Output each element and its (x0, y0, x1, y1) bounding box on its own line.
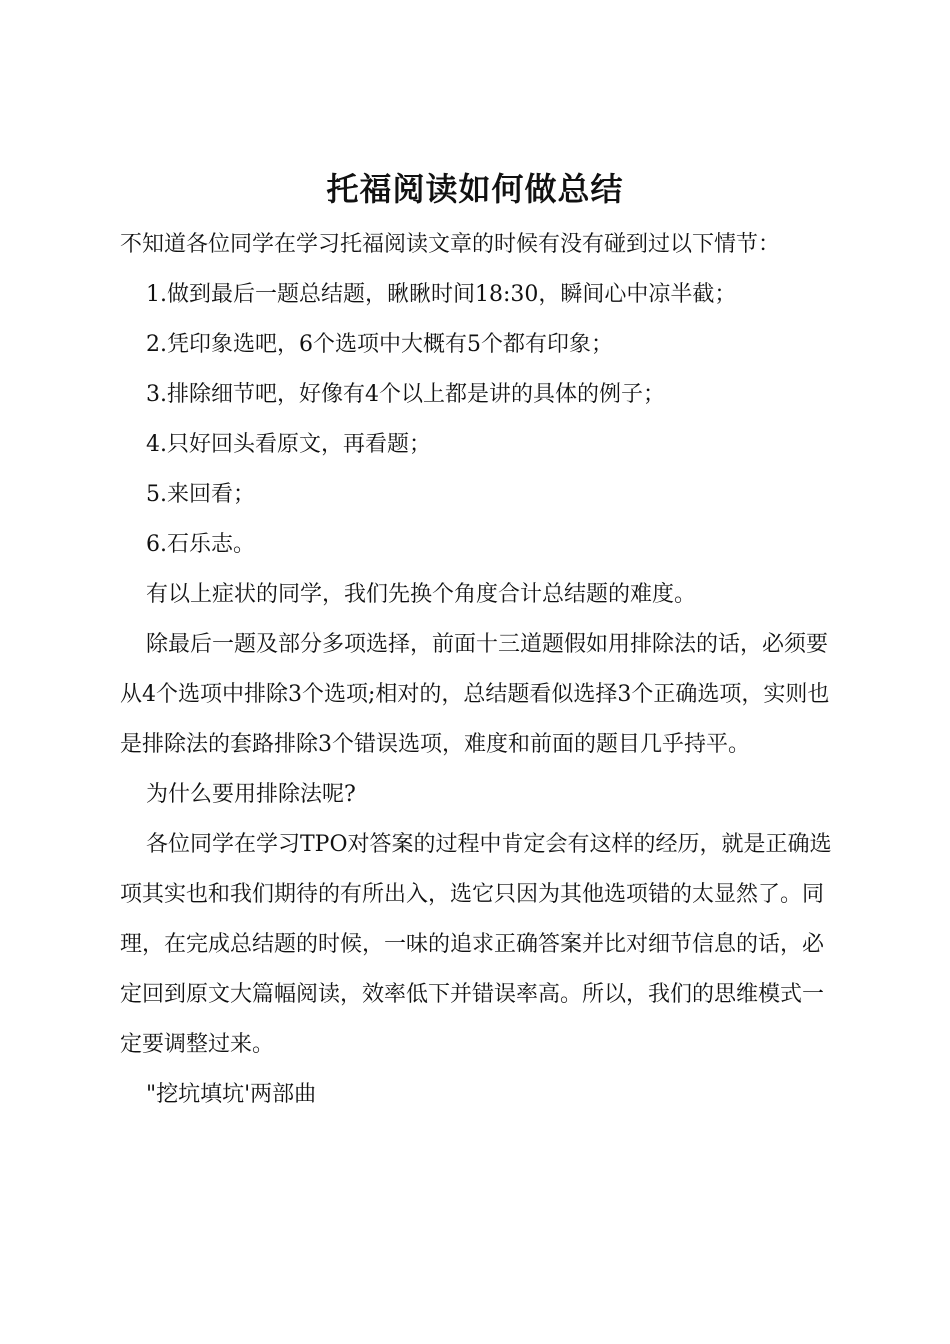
paragraph-experience: 各位同学在学习TPO对答案的过程中肯定会有这样的经历，就是正确选项其实也和我们期待的有所出入，选它只因为其他选项错的太显然了。同理，在完成总结题的时候，一味的追求正确答案并比对细节信息的话，必定回到原文大篇幅阅读，效率低下并错误率高。所以，我们的思维模式一定要调整过来。 (120, 832, 832, 1057)
document-body (120, 220, 832, 1120)
list-item-5: 5.来回看； (146, 482, 255, 507)
list-item-4: 4.只好回头看原文，再看题； (146, 432, 431, 457)
paragraph-difficulty: 除最后一题及部分多项选择，前面十三道题假如用排除法的话，必须要从4个选项中排除3个选项;相对的，总结题看似选择3个正确选项，实则也是排除法的套路排除3个错误选项，难度和前面的题目几乎持平。 (120, 632, 830, 757)
section-heading: "挖坑填坑'两部曲 (146, 1082, 317, 1107)
document-title: 托福阅读如何做总结 (326, 170, 624, 209)
list-item-3: 3.排除细节吧，好像有4个以上都是讲的具体的例子； (146, 382, 665, 407)
paragraph-symptoms: 有以上症状的同学，我们先换个角度合计总结题的难度。 (146, 582, 697, 607)
paragraph-question: 为什么要用排除法呢? (146, 782, 356, 807)
list-item-2: 2.凭印象选吧，6个选项中大概有5个都有印象； (146, 332, 613, 357)
list-item-1: 1.做到最后一题总结题，瞅瞅时间18:30，瞬间心中凉半截； (146, 282, 737, 307)
paragraph-intro: 不知道各位同学在学习托福阅读文章的时候有没有碰到过以下情节： (120, 232, 781, 257)
list-item-6: 6.石乐志。 (146, 532, 255, 557)
